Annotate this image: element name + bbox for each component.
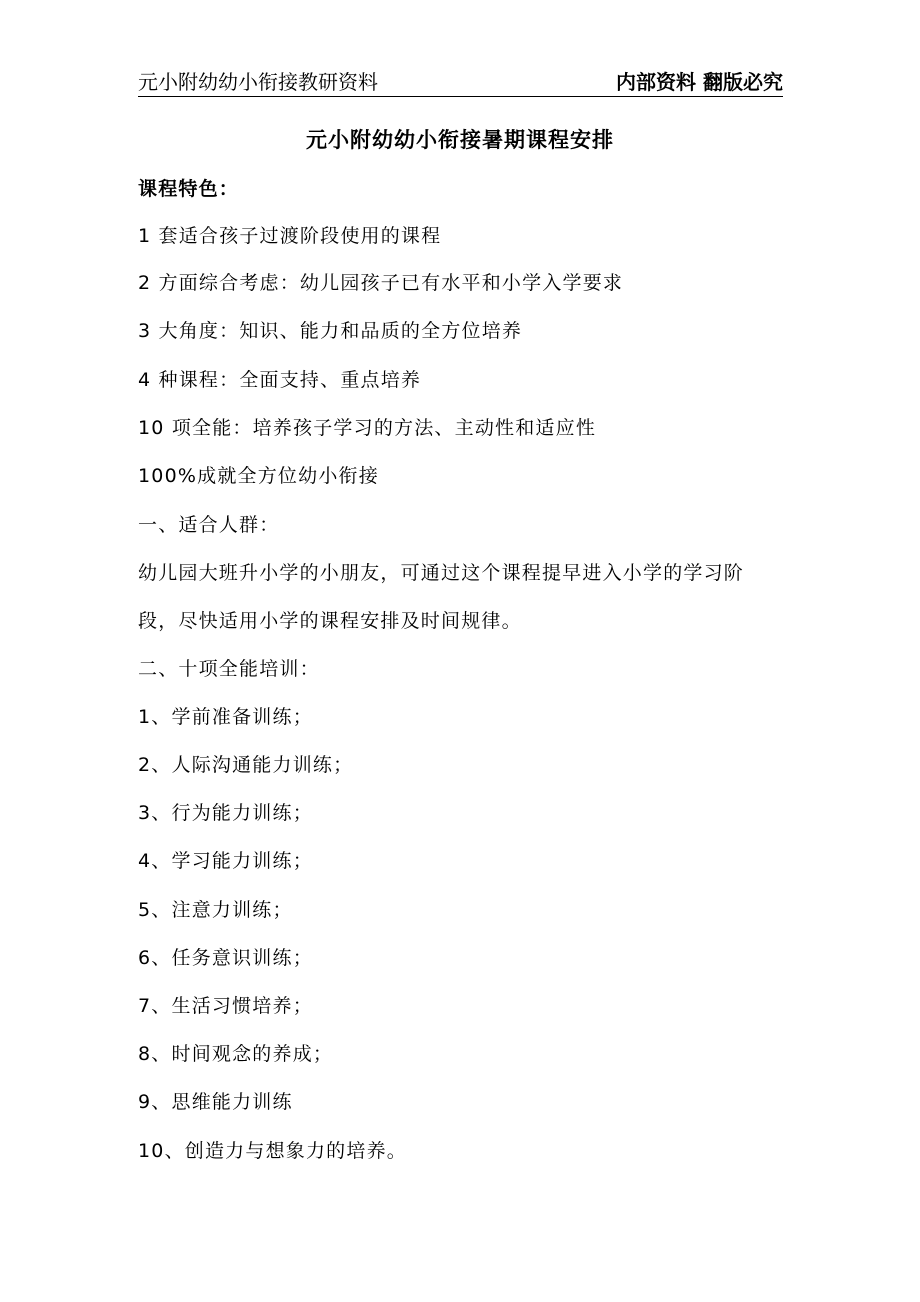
training-item-7: 7、生活习惯培养；	[138, 995, 313, 1017]
training-item-3: 3、行为能力训练；	[138, 802, 313, 824]
feature-item-6: 100%成就全方位幼小衔接	[138, 465, 379, 487]
audience-heading: 一、适合人群：	[138, 514, 280, 536]
audience-text-line-2: 段，尽快适用小学的课程安排及时间规律。	[138, 610, 522, 632]
training-item-2: 2、人际沟通能力训练；	[138, 754, 354, 776]
feature-item-3: 3 大角度：知识、能力和品质的全方位培养	[138, 320, 523, 342]
training-item-9: 9、思维能力训练	[138, 1091, 293, 1113]
feature-item-2: 2 方面综合考虑：幼儿园孩子已有水平和小学入学要求	[138, 272, 624, 294]
feature-item-5: 10 项全能：培养孩子学习的方法、主动性和适应性	[138, 417, 597, 439]
page-header	[138, 62, 783, 97]
training-item-6: 6、任务意识训练；	[138, 947, 313, 969]
training-item-10: 10、创造力与想象力的培养。	[138, 1140, 407, 1162]
document-title: 元小附幼幼小衔接暑期课程安排	[306, 128, 614, 152]
training-item-5: 5、注意力训练；	[138, 899, 293, 921]
header-copyright-notice: 内部资料 翻版必究	[616, 70, 783, 94]
feature-item-4: 4 种课程：全面支持、重点培养	[138, 369, 422, 391]
feature-item-1: 1 套适合孩子过渡阶段使用的课程	[138, 225, 442, 247]
features-heading: 课程特色：	[138, 178, 240, 200]
training-item-1: 1、学前准备训练；	[138, 706, 313, 728]
training-item-4: 4、学习能力训练；	[138, 850, 313, 872]
training-item-8: 8、时间观念的养成；	[138, 1043, 334, 1065]
training-heading: 二、十项全能培训：	[138, 658, 320, 680]
header-source: 元小附幼幼小衔接教研资料	[138, 70, 378, 94]
audience-text-line-1: 幼儿园大班升小学的小朋友，可通过这个课程提早进入小学的学习阶	[138, 562, 745, 584]
